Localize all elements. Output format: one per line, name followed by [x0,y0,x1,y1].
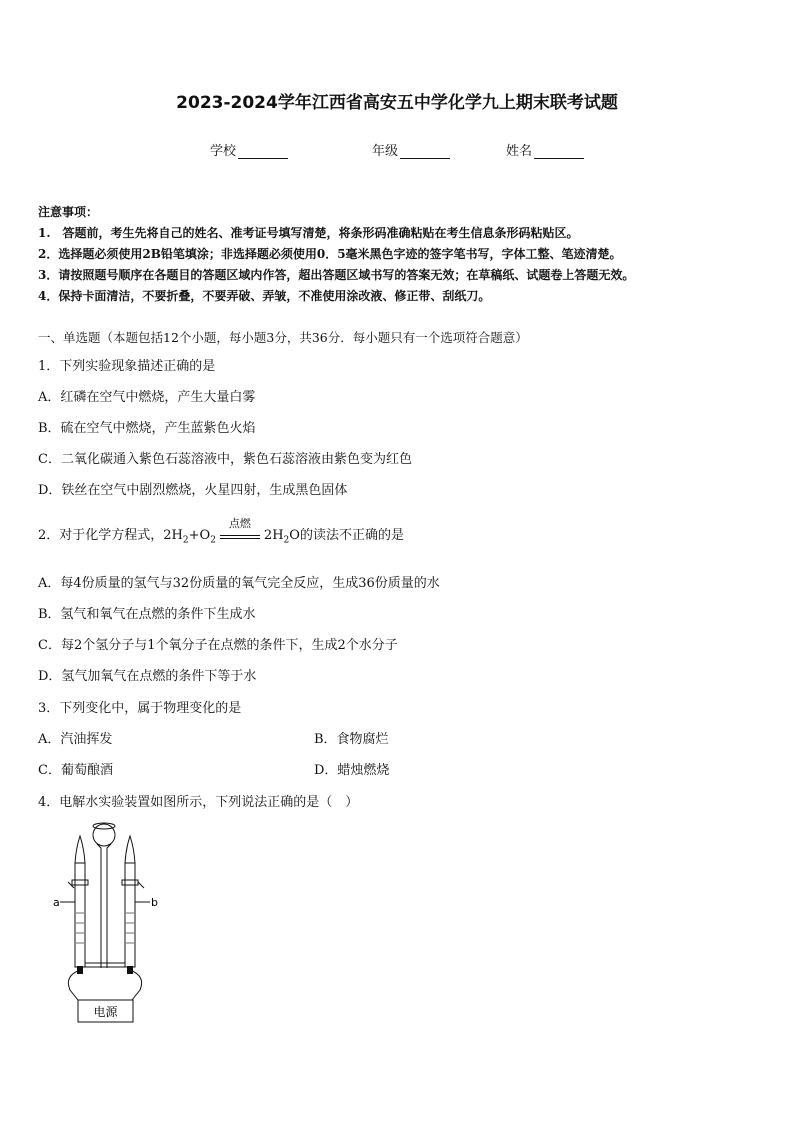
notice-item: 3．请按照题号顺序在各题目的答题区域内作答，超出答题区域书写的答案无效；在草稿纸、试题卷上答题无效。 [38,268,635,282]
grade-field [372,140,450,159]
school-field [210,140,288,159]
q3-option-c: C．葡萄酿酒 [38,763,113,778]
reaction-condition: 点燃 [228,516,251,530]
q1-option-a: A．红磷在空气中燃烧，产生大量白雾 [38,390,256,405]
q2-option-a: A．每4份质量的氢气与32份质量的氧气完全反应，生成36份质量的水 [38,576,440,591]
grade-label: 年级 [372,144,399,159]
figure-label-b: b [151,896,158,909]
equation-subscript: 2 [182,535,189,546]
q2-option-c: C．每2个氢分子与1个氧分子在点燃的条件下，生成2个水分子 [38,638,398,653]
grade-blank [400,145,450,159]
school-blank [238,145,288,159]
question-2-stem [38,516,404,546]
name-label: 姓名 [506,144,533,159]
electrolysis-apparatus-figure [50,818,165,1030]
q1-option-b: B．硫在空气中燃烧，产生蓝紫色火焰 [38,421,256,436]
equation-h2o: 2H [263,528,284,543]
q2-stem-prefix: 2．对于化学方程式， [38,528,164,543]
notice-item: 2．选择题必须使用2B铅笔填涂；非选择题必须使用0．5毫米黑色字迹的签字笔书写，字体工整、笔迹清楚。 [38,247,622,261]
q2-stem-suffix: 的读法不正确的是 [299,528,404,543]
q3-option-b: B．食物腐烂 [314,732,389,747]
notice-heading: 注意事项： [38,205,99,219]
notice-item: 1. 答题前，考生先将自己的姓名、准考证号填写清楚，将条形码准确粘贴在考生信息条形码粘贴区。 [38,226,579,240]
question-4-stem: 4．电解水实验装置如图所示，下列说法正确的是（ ） [38,795,359,810]
q3-option-d: D．蜡烛燃烧 [314,763,390,778]
equation-plus-o2: +O [188,528,211,543]
question-1-stem: 1．下列实验现象描述正确的是 [38,359,216,374]
school-label: 学校 [210,144,237,159]
section-heading: 一、单选题（本题包括12个小题，每小题3分，共36分．每小题只有一个选项符合题意） [38,330,528,345]
reaction-arrow [218,516,262,543]
q3-option-a: A．汽油挥发 [38,732,113,747]
power-supply-label: 电源 [93,1005,118,1019]
equation-subscript: 2 [283,535,290,546]
notice-item: 4．保持卡面清洁，不要折叠，不要弄破、弄皱，不准使用涂改液、修正带、刮纸刀。 [38,289,491,303]
page-title: 2023-2024学年江西省高安五中学化学九上期末联考试题 [176,93,618,113]
question-3-stem: 3．下列变化中，属于物理变化的是 [38,701,242,716]
figure-label-a: a [53,896,60,909]
equation-h2o-o: O [289,528,300,543]
equation-subscript: 2 [210,535,216,546]
name-blank [534,145,584,159]
q2-option-d: D．氢气加氧气在点燃的条件下等于水 [38,669,257,684]
equation-h2: 2H [163,528,183,543]
q1-option-d: D．铁丝在空气中剧烈燃烧，火星四射，生成黑色固体 [38,483,348,498]
q2-option-b: B．氢气和氧气在点燃的条件下生成水 [38,607,256,622]
q1-option-c: C．二氧化碳通入紫色石蕊溶液中，紫色石蕊溶液由紫色变为红色 [38,452,412,467]
name-field [506,140,584,159]
